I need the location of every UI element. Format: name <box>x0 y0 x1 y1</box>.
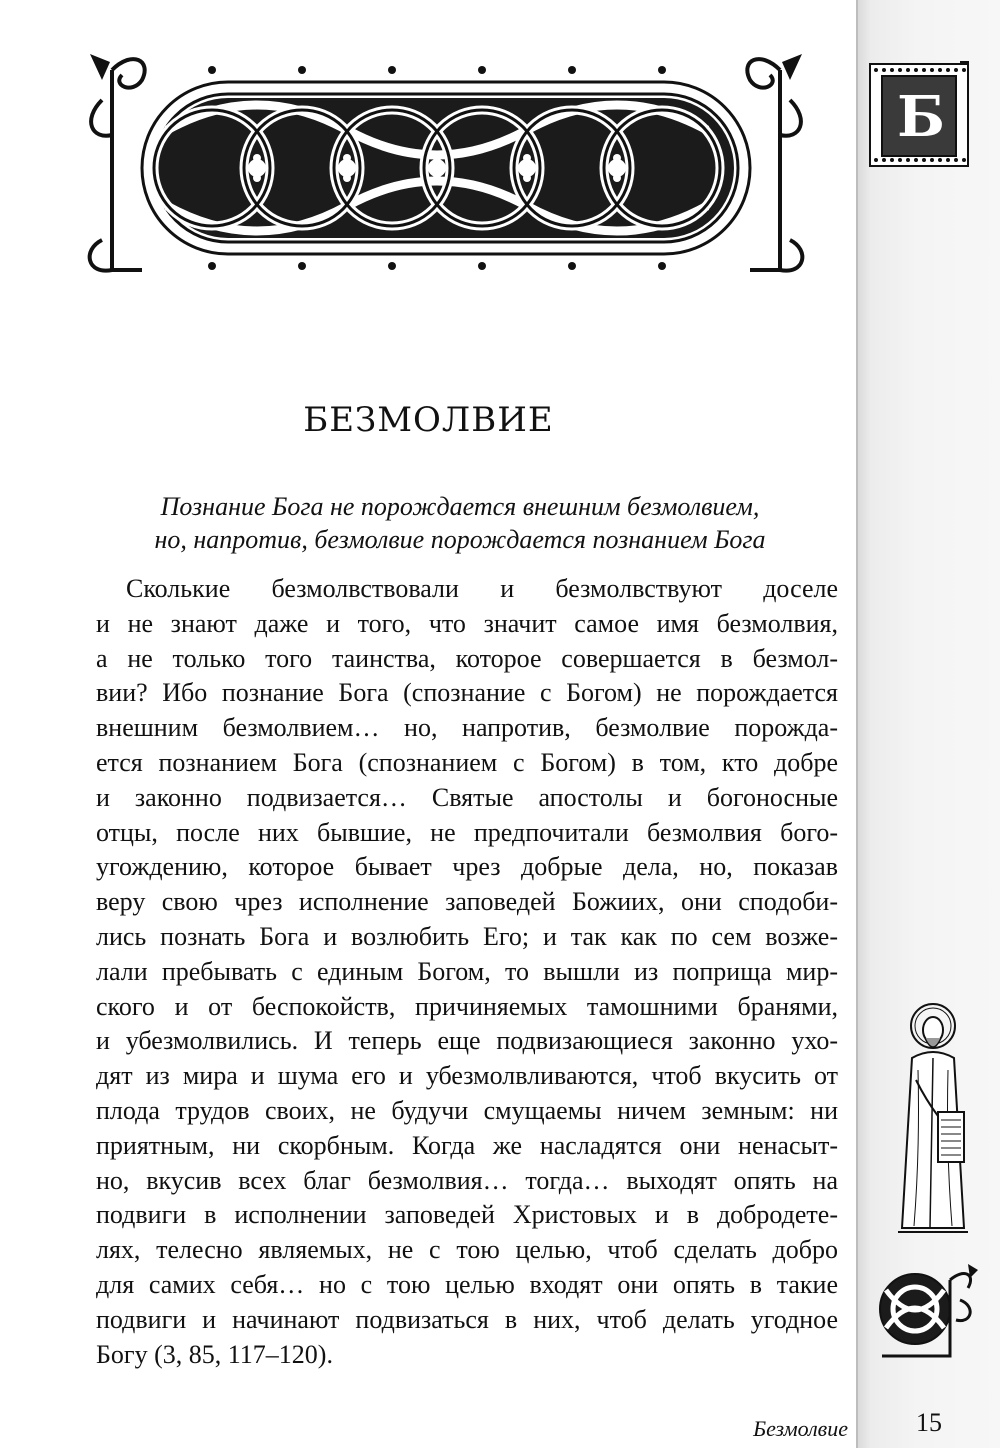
body-line: лях, телесно являемых, не с тою целью, чтоб сделать добро <box>96 1235 838 1265</box>
body-paragraph <box>96 572 838 1372</box>
chapter-letter: Б <box>897 84 945 150</box>
body-line: веру свою чрез исполнение заповедей Божиих, они сподоби- <box>96 887 838 917</box>
body-line: и законно подвизается… Святые апостолы и богоносные <box>96 782 838 812</box>
body-line: но, вкусив всех благ безмолвия… тогда… выходят опять на <box>96 1165 838 1195</box>
body-line: вии? Ибо познание Бога (спознание с Богом) не порождается <box>96 678 838 708</box>
page-edge-line <box>856 0 858 1448</box>
epigraph <box>60 490 860 556</box>
knotwork-corner-ornament-icon <box>872 1260 982 1364</box>
chapter-title: БЕЗМОЛВИЕ <box>303 400 554 440</box>
body-line: и убезмолвились. И теперь еще подвизающиеся законно ухо- <box>96 1026 838 1056</box>
body-line: угождению, которое бывает чрез добрые дела, но, показав <box>96 852 838 882</box>
body-line: отцы, после них бывшие, не предпочитали безмолвия бого- <box>96 817 838 847</box>
body-line: подвиги в исполнении заповедей Христовых и в добродете- <box>96 1200 838 1230</box>
saint-figure-icon <box>890 1000 976 1236</box>
body-line: дят из мира и шума его и убезмолвливаются, чтоб вкусить от <box>96 1061 838 1091</box>
epigraph-line: но, напротив, безмолвие порождается познанием Бога <box>154 525 766 554</box>
body-line: а не только того таинства, которое совершается в безмол- <box>96 643 838 673</box>
body-line: для самих себя… но с тою целью входят они опять в такие <box>96 1269 838 1299</box>
body-line: лали пребывать с единым Богом, то вышли из поприща мир- <box>96 956 838 986</box>
body-line: Богу (3, 85, 117–120). <box>96 1339 333 1369</box>
knotwork-headpiece-icon <box>72 40 820 290</box>
body-line: лись познать Бога и возлюбить Его; и так как по сем возже- <box>96 921 838 951</box>
body-line: подвиги и начинают подвизаться в них, чтоб делать угодное <box>96 1304 838 1334</box>
running-head: Безмолвие <box>753 1416 848 1441</box>
body-line: приятным, ни скорбным. Когда же насладятся они ненасыт- <box>96 1130 838 1160</box>
body-line: внешним безмолвием… но, напротив, безмолвие порожда- <box>96 713 838 743</box>
body-line: и не знают даже и того, что значит самое имя безмолвия, <box>96 608 838 638</box>
epigraph-line: Познание Бога не порождается внешним безмолвием, <box>160 492 760 521</box>
body-line: ется познанием Бога (спознанием с Богом) в том, кто добре <box>96 747 838 777</box>
body-line: ского и от беспокойств, причиняемых тамошними бранями, <box>96 991 838 1021</box>
page-number: 15 <box>916 1408 942 1437</box>
body-line: плода трудов своих, не будучи смущаемы ничем земным: ни <box>96 1095 838 1125</box>
body-line: Сколькие безмолвствовали и безмолвствуют доселе <box>126 574 838 603</box>
